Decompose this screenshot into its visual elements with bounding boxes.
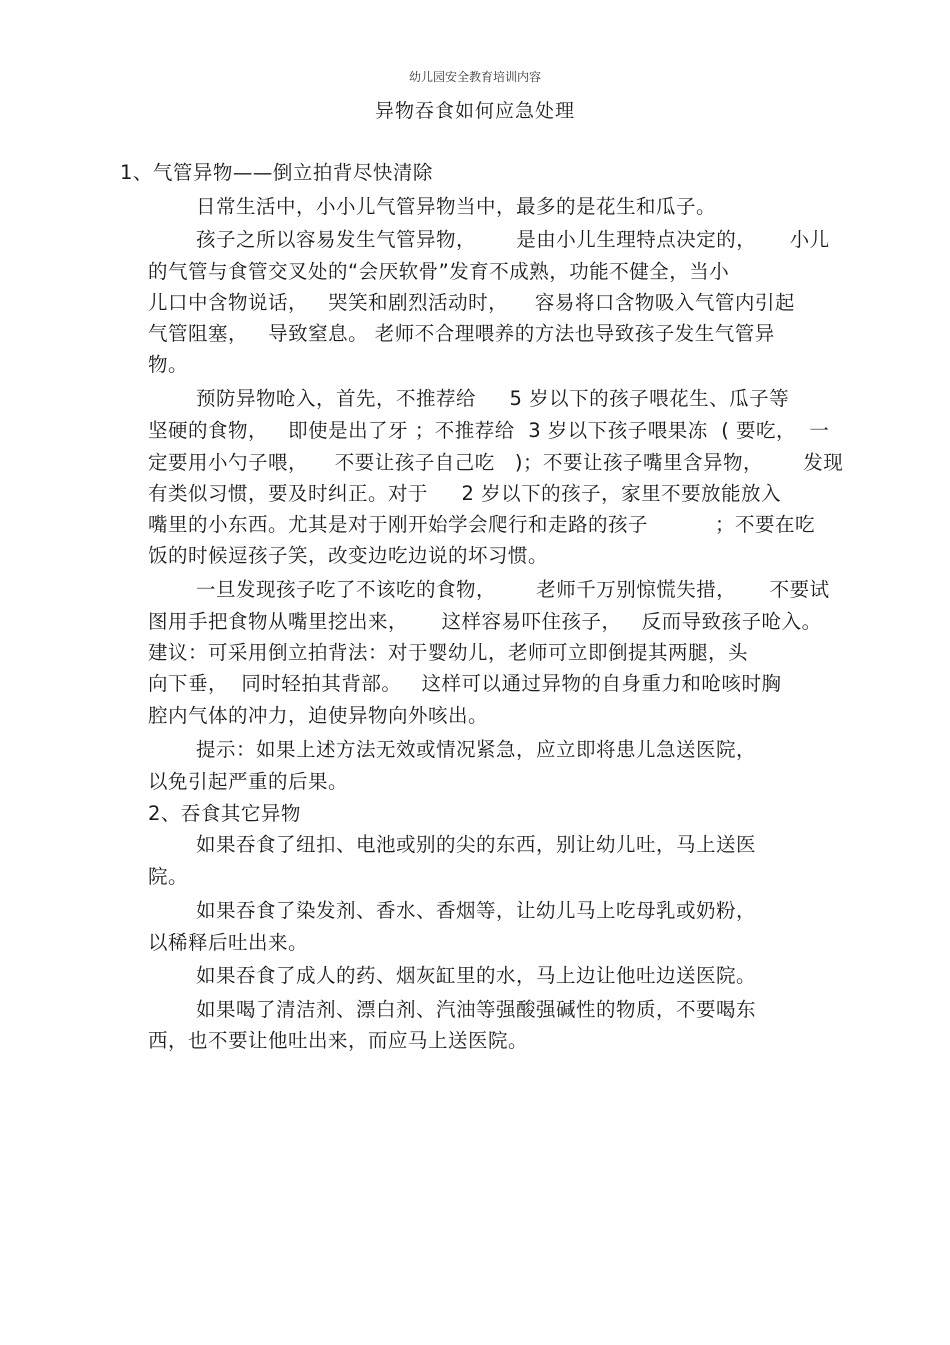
paragraph-line: 儿口中含物说话， 哭笑和剧烈活动时， 容易将口含物吸入气管内引起: [148, 291, 795, 314]
paragraph-line: 如果吞食了纽扣、电池或别的尖的东西，别让幼儿吐，马上送医: [196, 833, 757, 856]
page-header: 幼儿园安全教育培训内容: [408, 70, 541, 84]
section-heading-2: 2、吞食其它异物: [148, 802, 301, 825]
paragraph-line: 孩子之所以容易发生气管异物， 是由小儿生理特点决定的， 小儿: [196, 228, 830, 251]
paragraph-line: 以免引起严重的后果。: [148, 770, 349, 793]
paragraph-line: 一旦发现孩子吃了不该吃的食物， 老师千万别惊慌失措， 不要试: [196, 578, 830, 601]
paragraph-line: 坚硬的食物， 即使是出了牙 ；不推荐给 3 岁以下孩子喂果冻 ( 要吃， 一: [148, 419, 830, 442]
paragraph-line: 气管阻塞， 导致窒息。 老师不合理喂养的方法也导致孩子发生气管异: [148, 322, 775, 345]
document-title: 异物吞食如何应急处理: [374, 100, 575, 122]
paragraph-line: 如果喝了清洁剂、漂白剂、汽油等强酸强碱性的物质，不要喝东: [196, 998, 757, 1021]
paragraph-line: 日常生活中，小小儿气管异物当中，最多的是花生和瓜子。: [196, 195, 717, 218]
paragraph-line: 以稀释后吐出来。: [148, 931, 309, 954]
paragraph-line: 定要用小勺子喂， 不要让孩子自己吃 )；不要让孩子嘴里含异物， 发现: [148, 451, 844, 474]
paragraph-line: 建议：可采用倒立拍背法：对于婴幼儿，老师可立即倒提其两腿，头: [148, 641, 749, 664]
paragraph-line: 西，也不要让他吐出来，而应马上送医院。: [148, 1029, 529, 1052]
paragraph-line: 的气管与食管交叉处的“会厌软骨”发育不成熟，功能不健全，当小: [148, 260, 730, 283]
paragraph-line: 图用手把食物从嘴里挖出来， 这样容易吓住孩子， 反而导致孩子呛入。: [148, 610, 822, 633]
section-heading-1: 1、气管异物——倒立拍背尽快清除: [120, 161, 433, 184]
paragraph-line: 物。: [148, 353, 189, 376]
paragraph-line: 饭的时候逗孩子笑，改变边吃边说的坏习惯。: [148, 544, 549, 567]
paragraph-line: 如果吞食了成人的药、烟灰缸里的水，马上边让他吐边送医院。: [196, 964, 757, 987]
paragraph-line: 院。: [148, 865, 189, 888]
paragraph-line: 提示：如果上述方法无效或情况紧急，应立即将患儿急送医院，: [196, 738, 757, 761]
paragraph-line: 向下垂， 同时轻拍其背部。 这样可以通过异物的自身重力和呛咳时胸: [148, 672, 782, 695]
paragraph-line: 预防异物呛入，首先，不推荐给 5 岁以下的孩子喂花生、瓜子等: [196, 387, 790, 410]
paragraph-line: 有类似习惯，要及时纠正。对于 2 岁以下的孩子，家里不要放能放入: [148, 482, 782, 505]
paragraph-line: 如果吞食了染发剂、香水、香烟等，让幼儿马上吃母乳或奶粉，: [196, 899, 757, 922]
paragraph-line: 嘴里的小东西。尤其是对于刚开始学会爬行和走路的孩子 ；不要在吃: [148, 513, 815, 536]
paragraph-line: 腔内气体的冲力，迫使异物向外咳出。: [148, 704, 489, 727]
